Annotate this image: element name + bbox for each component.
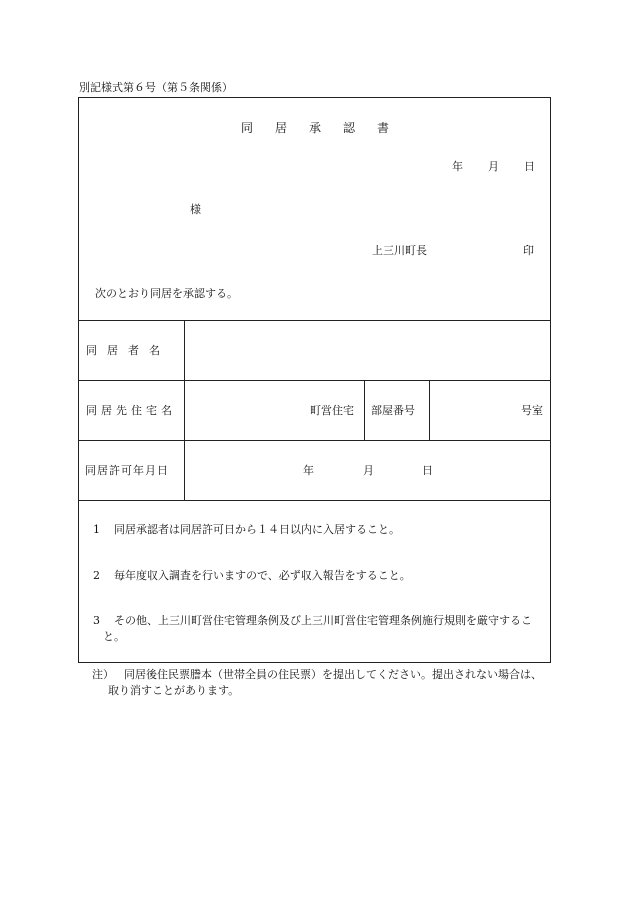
condition-number: 2 [93, 569, 100, 582]
permission-month: 月 [363, 464, 374, 477]
divider-row-1 [78, 380, 551, 381]
footnote-label: 注） [92, 668, 114, 681]
label-housing-name: 同居先住宅名 [86, 404, 176, 417]
label-column-divider [184, 320, 185, 500]
divider-row-3 [78, 500, 551, 501]
permission-year: 年 [303, 464, 314, 477]
condition-text: その他、上三川町営住宅管理条例及び上三川町営住宅管理条例施行規則を厳守すること。 [103, 614, 532, 643]
condition-number: 1 [93, 523, 100, 536]
date-year: 年 [452, 160, 463, 173]
room-label-left-divider [364, 380, 365, 440]
form-number: 別記様式第６号（第５条関係） [79, 81, 233, 94]
condition-text: 毎年度収入調査を行いますので、必ず収入報告をすること。 [114, 569, 411, 582]
label-room-number: 部屋番号 [371, 404, 415, 417]
issuer-name: 上三川町長 [372, 244, 427, 257]
condition-text: 同居承認者は同居許可日から１４日以内に入居すること。 [114, 523, 400, 536]
footnote-text: 同居後住民票謄本（世帯全員の住民票）を提出してください。提出されない場合は、取り消すことがあります。 [108, 668, 542, 697]
room-label-right-divider [429, 380, 430, 440]
permission-day: 日 [422, 464, 433, 477]
date-day: 日 [524, 160, 535, 173]
date-month: 月 [488, 160, 499, 173]
approval-statement: 次のとおり同居を承認する。 [95, 287, 238, 300]
condition-number: 3 [93, 614, 100, 627]
room-unit: 号室 [521, 404, 543, 417]
seal-mark: 印 [523, 244, 534, 257]
addressee-suffix: 様 [190, 203, 201, 216]
housing-type: 町営住宅 [310, 404, 354, 417]
divider-row-2 [78, 440, 551, 441]
document-title: 同居承認書 [240, 121, 411, 135]
divider-header [78, 320, 551, 321]
label-cohabitant-name: 同居者名 [86, 344, 170, 357]
label-permission-date: 同居許可年月日 [85, 464, 169, 477]
